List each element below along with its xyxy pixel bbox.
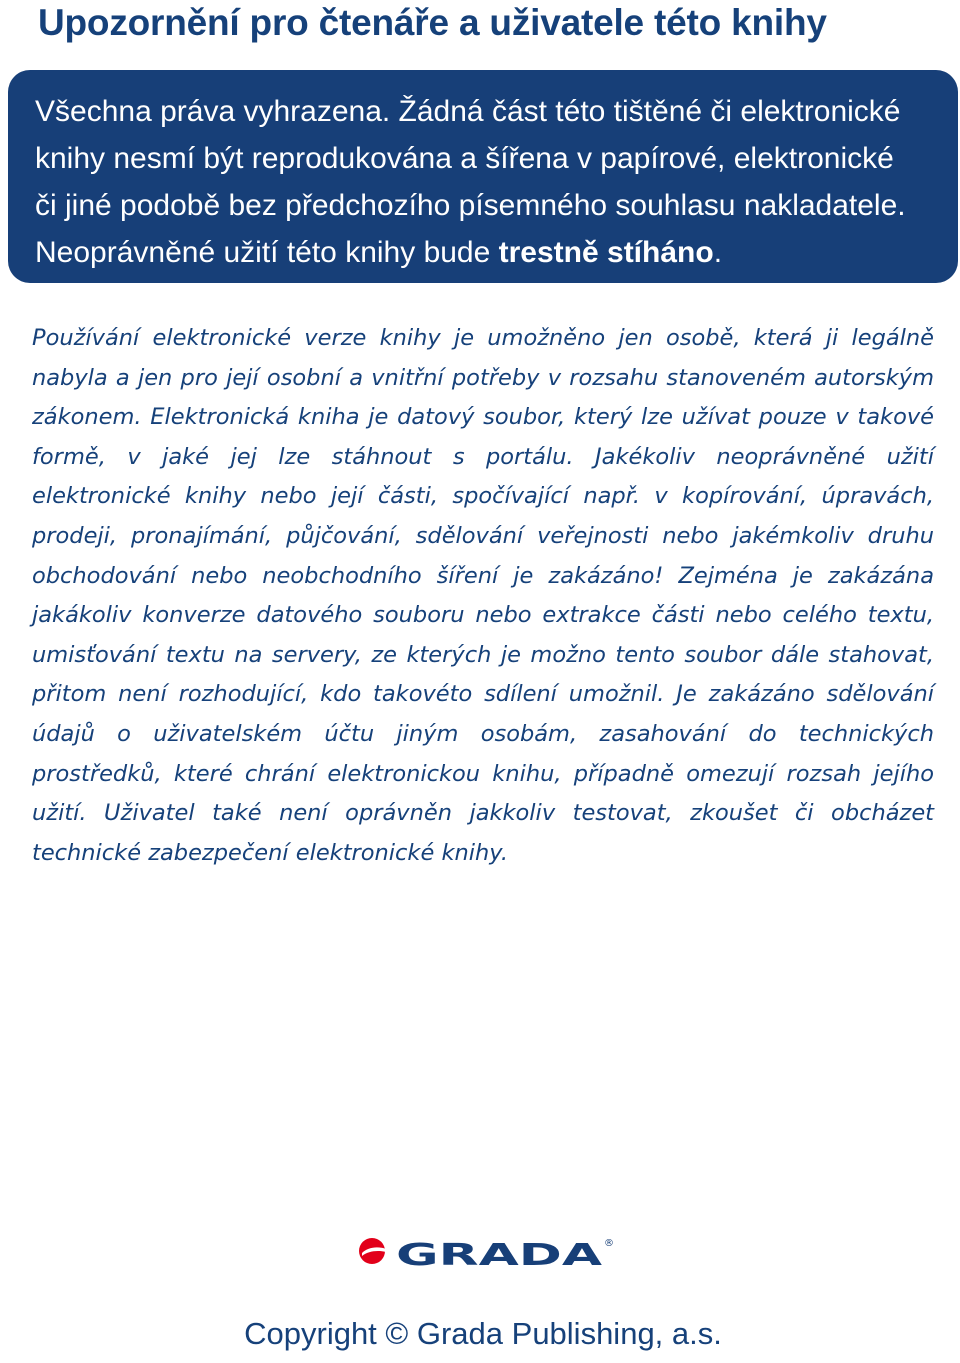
- grada-logo-icon: [358, 1232, 614, 1272]
- notice-line-4-text: Neoprávněné užití této knihy bude: [35, 236, 499, 269]
- copyright-footer: Copyright © Grada Publishing, a.s.: [244, 1316, 722, 1351]
- notice-emphasis: trestně stíháno: [498, 236, 714, 269]
- notice-line-4: [35, 229, 938, 276]
- notice-line-4-end: .: [713, 236, 723, 269]
- page-title: Upozornění pro čtenáře a uživatele této knihy: [38, 2, 827, 43]
- grada-logo-wordmark: GRADA: [396, 1238, 604, 1272]
- notice-line-3: či jiné podobě bez předchozího písemného souhlasu nakladatele.: [35, 189, 906, 222]
- ebook-usage-terms: Používání elektronické verze knihy je umožněno jen osobě, která ji legálně nabyla a jen pro její osobní a vnitřní potřeby v rozsahu stanoveném autorským zákonem. Elektronická kniha je datový soubor, který lze užívat pouze v takové formě, v jaké jej lze stáhnout s portálu. Jakékoliv neoprávněné užití elektronické knihy nebo její části, spočívající např. v kopírování, úpravách, prodeji, pronajímání, půjčování, sdělování veřejnosti nebo jakémkoliv druhu obchodování nebo neobchodního šíření je zakázáno! Zejména je zakázána jakákoliv konverze datového souboru nebo extrakce části nebo celého textu, umisťování textu na servery, ze kterých je možno tento soubor dále stahovat, přitom není rozhodující, kdo takovéto sdílení umožnil. Je zakázáno sdělování údajů o uživatelském účtu jiným osobám, zasahování do technických prostředků, které chrání elektronickou knihu, případně omezují rozsah jejího užití. Uživatel také není oprávněn jakkoliv testovat, zkoušet či obcházet technické zabezpečení elektronické knihy.: [32, 325, 934, 866]
- registered-mark: ®: [604, 1238, 614, 1249]
- copyright-notice-box: [8, 70, 958, 283]
- notice-line-1: Všechna práva vyhrazena. Žádná část této tištěné či elektronické: [35, 95, 901, 128]
- notice-line-2: knihy nesmí být reprodukována a šířena v papírové, elektronické: [35, 142, 894, 175]
